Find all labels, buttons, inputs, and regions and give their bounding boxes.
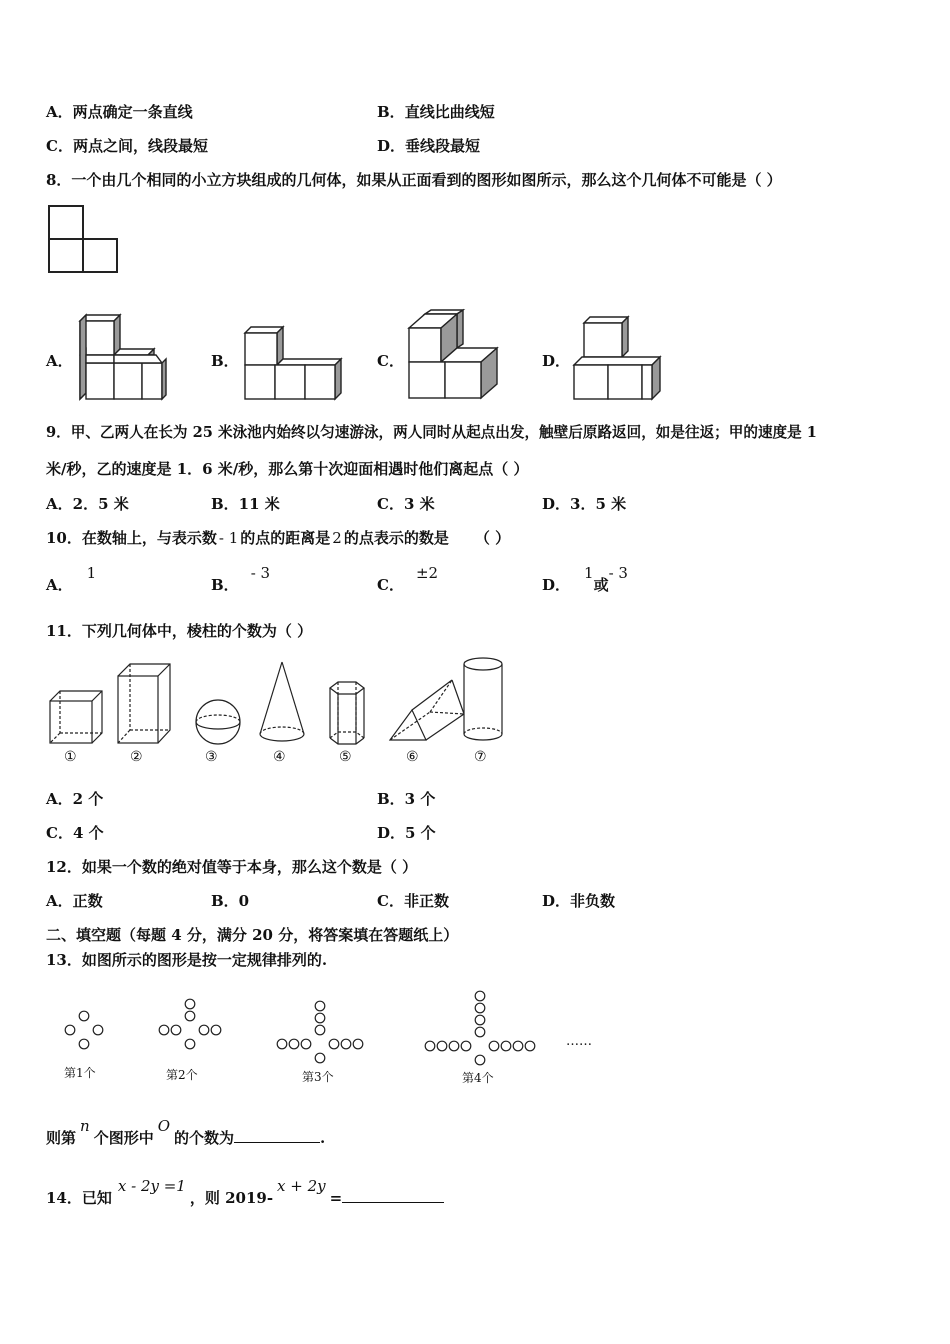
q13-pattern-1-circle: [93, 1025, 103, 1035]
q13-caption-1: 第1个: [64, 1066, 96, 1080]
q7-option-b: B．直线比曲线短: [377, 103, 495, 121]
q10-option-b: B．- 3: [211, 564, 271, 594]
q13-pattern-4-circle: [501, 1041, 511, 1051]
q13-pattern-3-circle: [315, 1001, 325, 1011]
q13-pattern-3-circle: [289, 1039, 299, 1049]
q9-option-c: C．3 米: [377, 495, 435, 513]
q13-pattern-2-circle: [185, 1011, 195, 1021]
q11-label-4: ④: [273, 749, 286, 765]
q8-stem: 8．一个由几个相同的小立方块组成的几何体，如果从正面看到的图形如图所示，那么这个几何体不可能是（ ）: [46, 171, 782, 189]
q8-option-a-figure: [76, 313, 166, 403]
q12-option-d: D．非负数: [542, 892, 616, 910]
q13-pattern-2-circle: [159, 1025, 169, 1035]
q13-caption-4: 第4个: [462, 1071, 494, 1085]
q13-pattern-4-circle: [475, 1027, 485, 1037]
q13-pattern-3-circle: [329, 1039, 339, 1049]
q14-line: 14．已知x - 2y =1，则 2019-x + 2y=: [46, 1188, 444, 1208]
q13-caption-2: 第2个: [166, 1068, 198, 1082]
q11-label-6: ⑥: [406, 749, 419, 765]
q8-option-c-figure: [405, 310, 501, 404]
q13-pattern-4-circle: [437, 1041, 447, 1051]
q13-pattern-4-circle: [449, 1041, 459, 1051]
q14-answer-blank[interactable]: [342, 1188, 444, 1203]
q13-answer-line: 则第n个图形中O的个数为 .: [46, 1117, 326, 1147]
q13-pattern-3-circle: [301, 1039, 311, 1049]
q13-pattern-4-circle: [475, 1015, 485, 1025]
q13-pattern-2-circle: [185, 1039, 195, 1049]
q11-label-5: ⑤: [339, 749, 352, 765]
q8-option-a-label: A．: [46, 352, 73, 370]
q13-circle-pattern-figure: [56, 980, 616, 1065]
q13-pattern-4-circle: [513, 1041, 523, 1051]
q11-stem: 11．下列几何体中，棱柱的个数为（ ）: [46, 622, 313, 640]
q12-option-c: C．非正数: [377, 892, 449, 910]
q13-pattern-4-circle: [489, 1041, 499, 1051]
q13-pattern-1-circle: [65, 1025, 75, 1035]
q7-option-d: D．垂线段最短: [377, 137, 481, 155]
q11-label-1: ①: [64, 749, 77, 765]
q13-stem: 13．如图所示的图形是按一定规律排列的.: [46, 951, 328, 969]
q13-pattern-4-circle: [475, 1055, 485, 1065]
q13-caption-3: 第3个: [302, 1070, 334, 1084]
q9-stem-line2: 米/秒，乙的速度是 1．6 米/秒，那么第十次迎面相遇时他们离起点（ ）: [46, 460, 529, 478]
q11-option-d: D．5 个: [377, 824, 436, 842]
q13-pattern-4-circle: [525, 1041, 535, 1051]
q10-option-c: C．±2: [377, 564, 439, 594]
q7-option-c: C．两点之间，线段最短: [46, 137, 208, 155]
q12-option-a: A．正数: [46, 892, 103, 910]
q12-stem: 12．如果一个数的绝对值等于本身，那么这个数是（ ）: [46, 858, 418, 876]
q8-option-b-label: B．: [211, 352, 239, 370]
q10-option-d: D．1或- 3: [542, 564, 628, 594]
q13-pattern-2-circle: [199, 1025, 209, 1035]
q9-stem-line1: 9．甲、乙两人在长为 25 米泳池内始终以匀速游泳，两人同时从起点出发，触壁后原路返回，如是往返；甲的速度是 1: [46, 424, 817, 441]
q13-pattern-3-circle: [277, 1039, 287, 1049]
q8-option-b-figure: [241, 323, 345, 403]
q8-front-view-figure: [48, 205, 122, 275]
q12-option-b: B．0: [211, 892, 250, 910]
q13-pattern-2-circle: [211, 1025, 221, 1035]
q8-option-c-label: C．: [377, 352, 404, 370]
q9-option-a: A．2．5 米: [46, 495, 129, 513]
q11-option-b: B．3 个: [377, 790, 436, 808]
q7-option-a: A．两点确定一条直线: [46, 103, 193, 121]
q13-answer-blank[interactable]: [234, 1128, 320, 1143]
q13-pattern-3-circle: [341, 1039, 351, 1049]
q13-pattern-2-circle: [171, 1025, 181, 1035]
q11-option-a: A．2 个: [46, 790, 104, 808]
q13-pattern-1-circle: [79, 1011, 89, 1021]
q13-pattern-4-circle: [475, 1003, 485, 1013]
q10-stem: 10．在数轴上，与表示数 - 1 的点的距离是 2 的点表示的数是 （ ）: [46, 529, 511, 547]
q13-pattern-4-circle: [475, 991, 485, 1001]
q9-option-b: B．11 米: [211, 495, 280, 513]
q13-pattern-4-circle: [425, 1041, 435, 1051]
q13-pattern-3-circle: [353, 1039, 363, 1049]
q10-option-a: A．1: [46, 564, 97, 594]
q9-option-d: D．3．5 米: [542, 495, 627, 513]
q13-pattern-3-circle: [315, 1025, 325, 1035]
q13-pattern-4-circle: [461, 1041, 471, 1051]
q13-pattern-2-circle: [185, 999, 195, 1009]
q13-pattern-3-circle: [315, 1053, 325, 1063]
section-2-heading: 二、填空题（每题 4 分，满分 20 分，将答案填在答题纸上）: [46, 926, 459, 944]
q8-option-d-figure: [570, 313, 662, 403]
q11-label-3: ③: [205, 749, 218, 765]
q11-label-2: ②: [130, 749, 143, 765]
q11-label-7: ⑦: [474, 749, 487, 765]
q13-pattern-1-circle: [79, 1039, 89, 1049]
q11-option-c: C．4 个: [46, 824, 104, 842]
q13-ellipsis: ……: [566, 1034, 592, 1049]
q13-pattern-3-circle: [315, 1013, 325, 1023]
q8-option-d-label: D．: [542, 352, 571, 370]
